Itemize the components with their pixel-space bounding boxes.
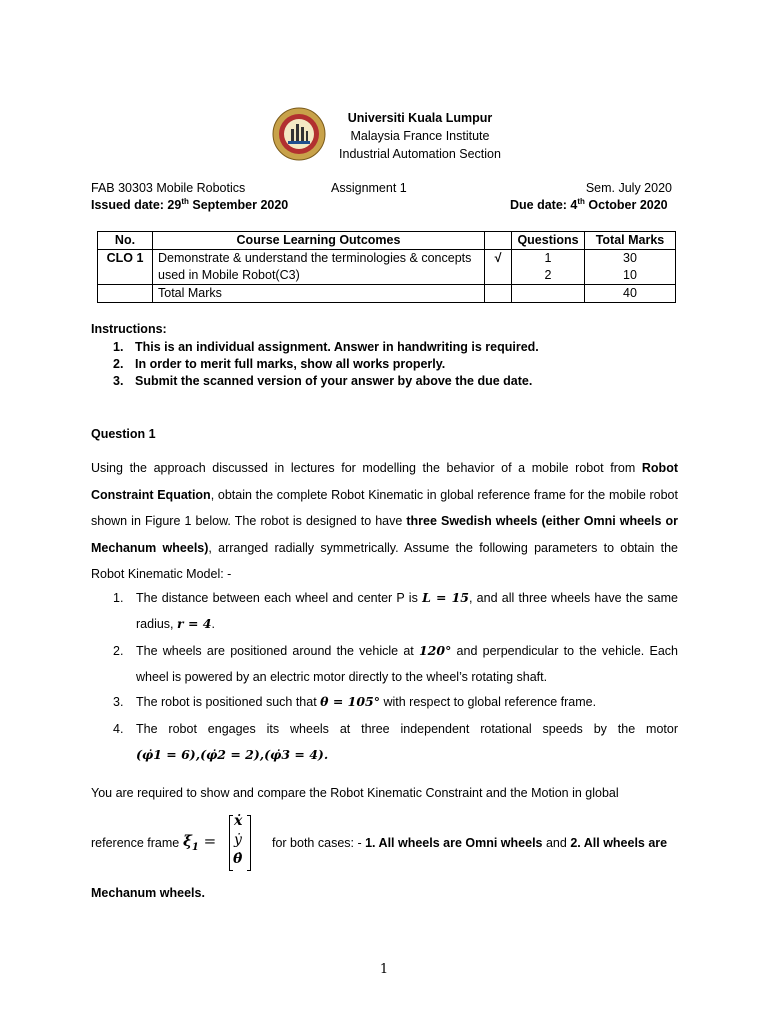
vector-x: ẋ — [234, 813, 243, 829]
assignment-title: Assignment 1 — [331, 181, 407, 195]
col-clo: Course Learning Outcomes — [153, 232, 485, 250]
col-no: No. — [98, 232, 153, 250]
table-row — [98, 250, 676, 285]
parameter-4: The robot engages its wheels at three independent rotational speeds by the motor — [136, 722, 678, 736]
semester: Sem. July 2020 — [585, 181, 672, 195]
parameter-4-speeds: (φ̇1 = 6),(φ̇2 = 2),(φ̇3 = 4). — [136, 747, 329, 762]
question-required: You are required to show and compare the Robot Kinematic Constraint and the Motion in global — [91, 786, 619, 800]
course-code: FAB 30303 Mobile Robotics — [91, 181, 246, 195]
institute-name: Malaysia France Institute — [350, 129, 490, 143]
col-total-marks: Total Marks — [585, 232, 676, 250]
col-questions: Questions — [512, 232, 585, 250]
xi-symbol: $\xi̇_1$ = — [183, 832, 217, 853]
university-name: Universiti Kuala Lumpur — [347, 111, 493, 125]
total-value: 40 — [585, 285, 676, 303]
col-check — [485, 232, 512, 250]
page-number: 1 — [379, 962, 389, 977]
table-row — [98, 285, 676, 303]
clo-number: CLO 1 — [98, 250, 153, 285]
parameter-2: The wheels are positioned around the vehicle at 120° and perpendicular to the vehicle. Each wheel is powered by an electric motor directly to the wheel’s rotating shaft. — [136, 643, 678, 684]
instruction-item-2: 2. In order to merit full marks, show all works properly. — [113, 357, 446, 371]
issued-date: Issued date: 29th September 2020 — [91, 196, 289, 212]
parameter-3: The robot is positioned such that θ = 105° with respect to global reference frame. — [136, 694, 597, 709]
due-date: Due date: 4th October 2020 — [510, 196, 668, 212]
question-title: Question 1 — [91, 427, 156, 441]
total-label: Total Marks — [153, 285, 485, 303]
instructions-title: Instructions: — [91, 322, 167, 336]
section-name: Industrial Automation Section — [339, 147, 501, 161]
vector-y: ẏ — [234, 832, 242, 848]
instruction-item-1: 1. This is an individual assignment. Answer in handwriting is required. — [113, 340, 539, 354]
clo-table — [97, 231, 676, 303]
question-marks: 30 10 — [585, 250, 676, 285]
clo-description: Demonstrate & understand the terminologies & concepts used in Mobile Robot(C3) — [153, 250, 485, 285]
vector-theta: θ̇ — [233, 851, 243, 867]
instruction-item-3: 3. Submit the scanned version of your answer by above the due date. — [113, 374, 533, 388]
parameter-1: The distance between each wheel and center P is L = 15, and all three wheels have the same radius, r = 4. — [136, 590, 678, 631]
reference-frame-label: reference frame — [91, 836, 180, 850]
check-mark: √ — [485, 250, 512, 285]
cases-text: for both cases: - 1. All wheels are Omni wheels and 2. All wheels are — [272, 836, 668, 850]
question-intro: Using the approach discussed in lectures for modelling the behavior of a mobile robot from Robot Constraint Equation, obtain the complete Robot Kinematic in global reference frame for the mobile robot shown in Figure 1 below. The robot is designed to have three Swedish wheels (either Omni wheels or Mechanum wheels), arranged radially symmetrically. Assume the following parameters to obtain the Robot Kinematic Model: - — [91, 461, 678, 581]
question-numbers: 1 2 — [512, 250, 585, 285]
cases-text-end: Mechanum wheels. — [91, 886, 205, 900]
